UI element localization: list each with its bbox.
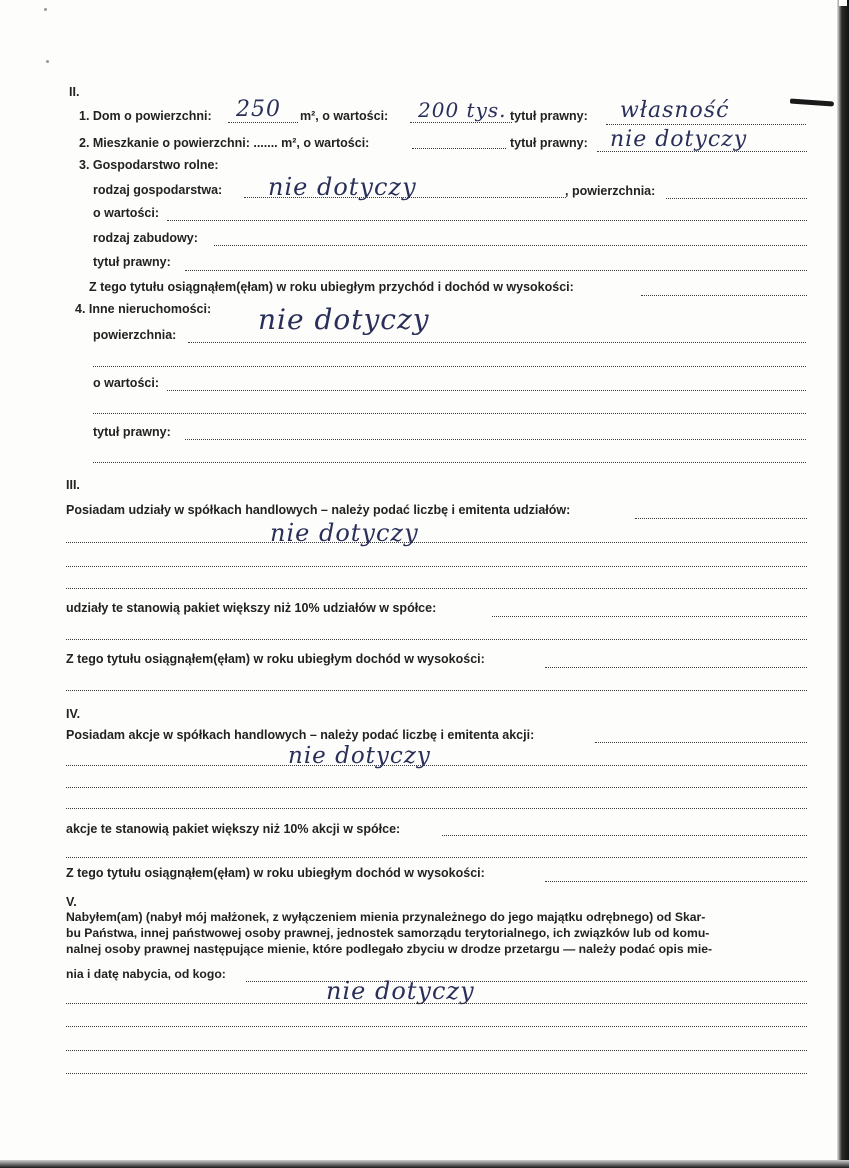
scan-edge-bottom: [0, 1160, 849, 1168]
label-farm-income: Z tego tytułu osiągnąłem(ęłam) w roku ubiegłym przychód i dochód w wysokości:: [89, 280, 574, 294]
section-v-text-2: bu Państwa, innej państwowej osoby prawnej, jednostek samorządu terytorialnego, ich związków lub od komu-: [66, 926, 710, 940]
section-v-text-4: nia i datę nabycia, od kogo:: [66, 967, 226, 981]
field-house-title: [606, 124, 806, 125]
field-acquired-3: [66, 1026, 807, 1027]
section-heading-ii: II.: [69, 85, 80, 99]
handwritten-acquired: nie dotyczy: [326, 977, 475, 1005]
field-shares: [635, 518, 807, 519]
label-farm-type: rodzaj gospodarstwa:: [93, 183, 223, 197]
handwritten-shares: nie dotyczy: [270, 519, 419, 547]
section-v-text-1: Nabyłem(am) (nabył mój małżonek, z wyłączeniem mienia przynależnego do jego majątku odrębnego) od Skar-: [66, 910, 706, 924]
field-shares-4: [66, 588, 807, 589]
pen-stroke: [790, 98, 834, 106]
field-stocks-4: [66, 808, 807, 809]
field-other-value: [167, 390, 806, 391]
field-farm-income: [641, 295, 807, 296]
field-shares-3: [66, 566, 807, 567]
label-other-property: 4. Inne nieruchomości:: [75, 302, 212, 316]
field-shares-income: [545, 667, 807, 668]
field-shares-packet-2: [66, 639, 807, 640]
label-other-value: o wartości:: [93, 376, 159, 390]
field-acquired-2: [66, 1003, 807, 1004]
field-stocks: [595, 742, 807, 743]
section-heading-v: V.: [66, 895, 77, 909]
label-other-area: powierzchnia:: [93, 328, 177, 342]
handwritten-house-area: 250: [236, 97, 281, 122]
field-farm-value: [167, 220, 807, 221]
label-farm: 3. Gospodarstwo rolne:: [79, 158, 219, 172]
field-shares-income-2: [66, 690, 807, 691]
field-other-title: [185, 439, 806, 440]
handwritten-flat-title: nie dotyczy: [610, 127, 748, 152]
section-heading-iii: III.: [66, 478, 80, 492]
scan-edge-right: [837, 0, 849, 1168]
handwritten-farm-type: nie dotyczy: [268, 173, 417, 201]
label-shares: Posiadam udziały w spółkach handlowych – należy podać liczbę i emitenta udziałów:: [66, 503, 571, 517]
field-stocks-3: [66, 787, 807, 788]
field-other-value-2: [93, 413, 806, 414]
section-v-text-3: nalnej osoby prawnej następujące mienie, które podlegało zbyciu w drodze przetargu — należy podać opis mie-: [66, 942, 713, 956]
field-other-area: [188, 342, 806, 343]
label-house-value: m², o wartości:: [300, 109, 389, 123]
handwritten-house-title: własność: [620, 98, 730, 123]
handwritten-house-value: 200 tys.: [418, 98, 507, 122]
label-stocks: Posiadam akcje w spółkach handlowych – należy podać liczbę i emitenta akcji:: [66, 728, 535, 742]
label-flat-title: tytuł prawny:: [510, 136, 588, 150]
field-farm-area: [666, 198, 807, 199]
field-other-title-2: [93, 462, 806, 463]
handwritten-other-property: nie dotyczy: [258, 303, 430, 336]
field-farm-title: [185, 270, 807, 271]
section-heading-iv: IV.: [66, 707, 81, 721]
label-farm-value: o wartości:: [93, 206, 159, 220]
scan-speck: [44, 8, 47, 11]
scan-speck: [46, 60, 49, 63]
field-stocks-packet-2: [66, 857, 807, 858]
label-farm-buildings: rodzaj zabudowy:: [93, 231, 198, 245]
field-acquired-5: [66, 1073, 807, 1074]
field-shares-2: [66, 542, 807, 543]
field-other-area-2: [93, 366, 806, 367]
field-acquired-4: [66, 1050, 807, 1051]
field-stocks-income: [545, 881, 807, 882]
field-shares-packet: [492, 616, 807, 617]
field-house-value: [410, 122, 512, 123]
label-shares-income: Z tego tytułu osiągnąłem(ęłam) w roku ubiegłym dochód w wysokości:: [66, 652, 485, 666]
label-flat: 2. Mieszkanie o powierzchni: ....... m², o wartości:: [79, 136, 370, 150]
label-stocks-packet: akcje te stanowią pakiet większy niż 10% akcji w spółce:: [66, 822, 401, 836]
label-other-title: tytuł prawny:: [93, 425, 171, 439]
field-house-area: [228, 122, 298, 123]
label-shares-packet: udziały te stanowią pakiet większy niż 10% udziałów w spółce:: [66, 601, 437, 615]
scan-corner: [839, 0, 847, 6]
label-farm-title: tytuł prawny:: [93, 255, 171, 269]
field-farm-buildings: [214, 245, 807, 246]
label-stocks-income: Z tego tytułu osiągnąłem(ęłam) w roku ubiegłym dochód w wysokości:: [66, 866, 485, 880]
field-stocks-2: [66, 765, 807, 766]
label-farm-area: , powierzchnia:: [565, 184, 656, 198]
label-house-area: 1. Dom o powierzchni:: [79, 109, 212, 123]
label-house-title: tytuł prawny:: [510, 109, 588, 123]
field-stocks-packet: [442, 835, 807, 836]
handwritten-stocks: nie dotyczy: [288, 743, 431, 769]
field-flat-value: [412, 148, 506, 149]
